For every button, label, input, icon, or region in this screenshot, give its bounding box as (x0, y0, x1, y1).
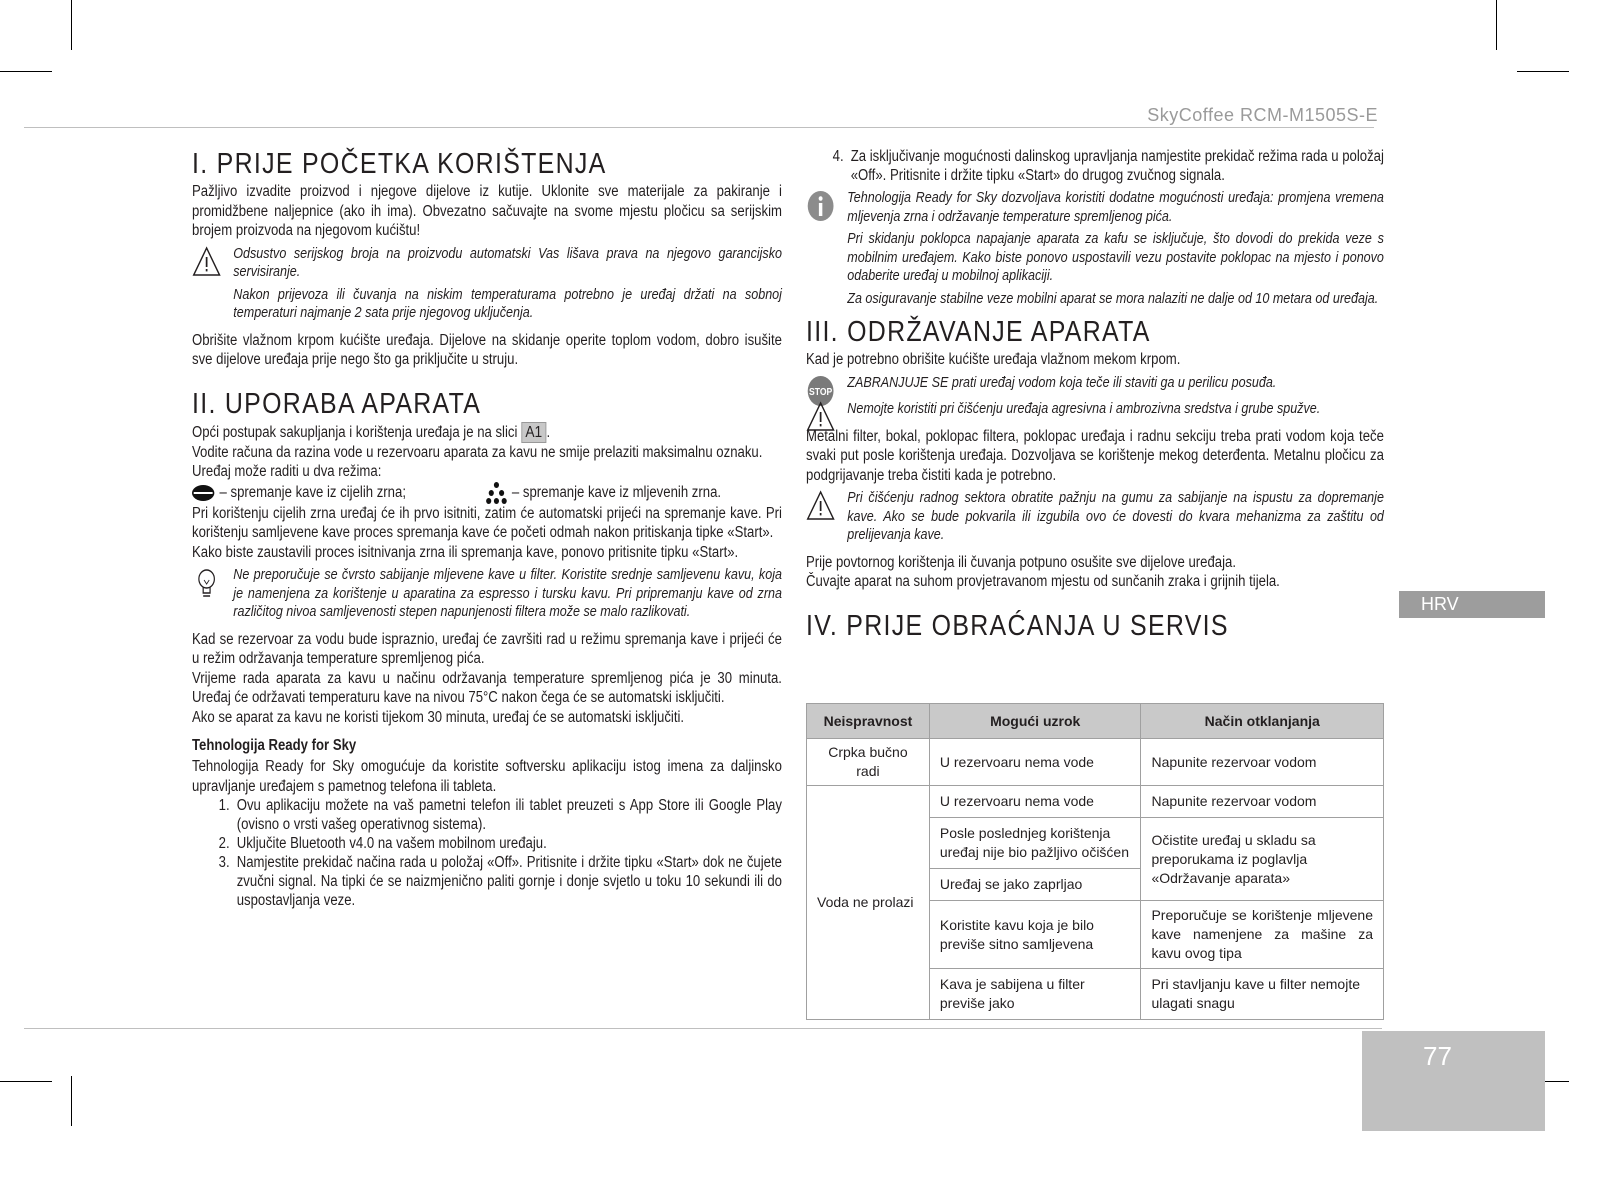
paragraph: Pažljivo izvadite proizvod i njegove dijelove iz kutije. Uklonite sve materijale za pakiranje i promidžbene naljepnice (ako ih ima). Obvezatno sačuvajte na svome mjestu pločicu sa serijskim brojem proizvoda na njegovom kućištu! (192, 183, 782, 239)
crop-mark (1496, 0, 1497, 50)
info-icon (806, 189, 835, 223)
ground-coffee-icon (486, 482, 507, 504)
figure-badge: A1 (521, 422, 546, 443)
paragraph: Uređaj može raditi u dva režima: (192, 463, 382, 480)
section-title: IV. PRIJE OBRAĆANJA U SERVIS (806, 609, 1229, 642)
list-item: 1. Ovu aplikaciju možete na vaš pametni telefon ili tablet preuzeti s App Store ili Google Play (ovisno o vrsti vašeg operativnog sistema). (233, 796, 782, 834)
stop-text: ZABRANJUJE SE prati uređaj vodom koja teče ili staviti ga u perilicu posuđa. (847, 374, 1277, 391)
table-cell: Posle poslednjeg korištenja uređaj nije bio pažljivo očišćen (929, 818, 1141, 869)
paragraph: Kad je potrebno obrišite kućište uređaja vlažnom mekom krpom. (806, 351, 1181, 368)
paragraph: Vodite računa da razina vode u rezervoaru aparata za kavu ne smije prelaziti maksimalnu oznaku. (192, 443, 763, 461)
table-cell: U rezervoaru nema vode (929, 739, 1141, 786)
warning-note (806, 400, 1384, 419)
mode-beans: – spremanje kave iz cijelih zrna; (219, 483, 406, 501)
table-row (807, 786, 1384, 818)
paragraph: Obrišite vlažnom krpom kućište uređaja. Dijelove na skidanje operite toplom vodom, dobro isušite sve dijelove uređaja prije nego što ga priključite u struju. (192, 331, 782, 368)
steps-list-continued (806, 147, 1384, 185)
table-cell: Voda ne prolazi (807, 786, 930, 1020)
paragraph-text: Opći postupak sakupljanja i korištenja uređaja je na slici (192, 423, 518, 441)
warning-text: Pri čišćenju radnog sektora obratite pažnju na gumu za sabijanje na ispustu za dopremanje kave. Ako se bude pokvarila ili izgubila ovo će dovesti do kvara mehanizma za zaštitu od prelijevanja kave. (847, 490, 1384, 543)
troubleshooting-table (806, 703, 1384, 1020)
right-column (806, 147, 1398, 644)
table-cell: Koristite kavu koja je bilo previše sitno samljevena (929, 901, 1141, 969)
crop-mark (0, 1081, 52, 1082)
table-cell: U rezervoaru nema vode (929, 786, 1141, 818)
warning-text: Nakon prijevoza ili čuvanja na niskim temperaturama potrebno je uređaj držati na sobnoj temperaturi najmanje 2 sata prije njegovog uključenja. (233, 286, 782, 321)
info-text: Za osiguravanje stabilne veze mobilni aparat se mora nalaziti ne dalje od 10 metara od uređaja. (847, 290, 1379, 307)
paragraph (192, 422, 782, 443)
table-cell: Uređaj se jako zaprljao (929, 869, 1141, 901)
stop-note (806, 374, 1384, 397)
warning-icon (192, 245, 221, 279)
steps-list (192, 796, 782, 910)
page-number: 77 (1423, 1041, 1452, 1071)
left-column (192, 148, 782, 910)
table-header-row (807, 704, 1384, 739)
footer-rule (24, 1028, 1382, 1029)
list-item: 3. Namjestite prekidač načina rada u položaj «Off». Pritisnite i držite tipku «Start» dok ne čujete zvučni signal. Na tipki će se naizmjenično paliti gornje i donje svjetlo u toku 10 sekundi ili do uspostavljanja veze. (233, 853, 782, 910)
subsection-title: Tehnologija Ready for Sky (192, 737, 357, 754)
table-header: Mogući uzrok (929, 704, 1141, 739)
section-title: III. ODRŽAVANJE APARATA (806, 316, 1151, 348)
table-cell: Napunite rezervoar vodom (1141, 786, 1384, 818)
paragraph: Čuvajte aparat na suhom provjetravanom mjestu od sunčanih zraka i grijnih tijela. (806, 573, 1280, 590)
paragraph: Vrijeme rada aparata za kavu u načinu održavanja temperature spremljenog pića je 30 minuta. Uređaj će održavati temperaturu kave na nivou 75°C nakon čega će se automatski isključiti. (192, 669, 782, 706)
table-cell: Crpka bučno radi (807, 739, 930, 786)
info-text: Tehnologija Ready for Sky dozvoljava koristiti dodatne mogućnosti uređaja: promjena vremena mljevenja zrna i održavanje temperature spremljenog pića. (847, 190, 1384, 225)
warning-icon (806, 400, 835, 434)
paragraph-end: . (546, 423, 551, 441)
header-rule (24, 127, 1374, 128)
table-row (807, 739, 1384, 786)
mode-ground: – spremanje kave iz mljevenih zrna. (511, 483, 722, 501)
warning-text: Odsustvo serijskog broja na proizvodu automatski Vas lišava prava na njegovo garancijsko servisiranje. (233, 245, 782, 280)
paragraph: Prije povtornog korištenja ili čuvanja potpuno osušite sve dijelove uređaja. (806, 553, 1236, 571)
crop-mark (71, 0, 72, 50)
paragraph: Kad se rezervoar za vodu bude ispraznio, uređaj će završiti rad u režimu spremanja kave i prijeći će u režim održavanja temperature spremljenog pića. (192, 630, 782, 667)
crop-mark (71, 1076, 72, 1126)
warning-text: Nemojte koristiti pri čišćenju uređaja agresivna i ambrozivna sredstva i grube spužve. (847, 401, 1321, 417)
table-cell: Napunite rezervoar vodom (1141, 739, 1384, 786)
warning-note (806, 489, 1384, 545)
tip-text: Ne preporučuje se čvrsto sabijanje mljevene kave u filter. Koristite srednje samljevenu kavu, koja je namenjena za korištenje u aparatina za espresso i tursku kavu. Pri pripremanju kave od zrna različitog nivoa samljevenosti stepen napunjenosti filtera može se malo razlikovati. (233, 567, 782, 620)
paragraph: Metalni filter, bokal, poklopac filtera, poklopac uređaja i radnu sekciju treba prati vodom koja teče svaki put posle korištenja uređaja. Dozvoljava se korištenje mekog deterđenta. Metalnu pločicu za podgrijavanje treba čistiti kada je potrebno. (806, 427, 1384, 484)
list-item: 4. Za isključivanje mogućnosti dalinskog upravljanja namjestite prekidač režima rada u položaj «Off». Pritisnite i držite tipku «Start» do drugog zvučnog signala. (847, 147, 1384, 185)
list-item: 2. Uključite Bluetooth v4.0 na vašem mobilnom uređaju. (233, 834, 782, 853)
table-cell: Pri stavljanju kave u filter nemojte ulagati snagu (1141, 969, 1384, 1020)
header-model: SkyCoffee RCM-M1505S-E (1147, 105, 1378, 125)
lightbulb-icon (192, 566, 221, 600)
info-text: Pri skidanju poklopca napajanje aparata za kafu se isključuje, što dovodi do prekida veze s mobilnim uređajem. Kako biste ponovo uspostavili vezu postavite poklopac na mjesto i ponovo odaberite uređaj u mobilnoj aplikaciji. (847, 231, 1384, 284)
stop-label: STOP (809, 385, 833, 397)
warning-icon (806, 489, 835, 523)
paragraph: Kako biste zaustavili proces isitnivanja zrna ili spremanja kave, ponovo pritisnite tipku «Start». (192, 543, 739, 561)
warning-note (192, 245, 782, 323)
info-note (806, 189, 1384, 308)
crop-mark (1517, 71, 1569, 72)
mode-list (192, 482, 782, 504)
table-cell: Kava je sabijena u filter previše jako (929, 969, 1141, 1020)
language-tab: HRV (1399, 591, 1545, 618)
table-header: Način otklanjanja (1141, 704, 1384, 739)
section-title: II. UPORABA APARATA (192, 387, 482, 420)
table-header: Neispravnost (807, 704, 930, 739)
paragraph: Tehnologija Ready for Sky omogućuje da koristite softversku aplikaciju istog imena za daljinsko upravljanje uređajem s pametnog telefona ili tableta. (192, 758, 782, 795)
coffee-bean-icon (192, 485, 214, 501)
paragraph: Pri korištenju cijelih zrna uređaj će ih prvo isitniti, zatim će automatski prijeći na spremanje kave. Pri korištenju samljevene kave proces spremanja kave će početi odmah nakon pritiskanja tipke «Start». (192, 504, 782, 541)
crop-mark (0, 71, 52, 72)
table-cell: Preporučuje se korištenje mljevene kave namenjene za mašine za kavu ovog tipa (1141, 901, 1384, 969)
table-cell: Očistite uređaj u skladu sa preporukama iz poglavlja «Održavanje aparata» (1141, 818, 1384, 901)
paragraph: Ako se aparat za kavu ne koristi tijekom 30 minuta, uređaj će se automatski isključiti. (192, 708, 685, 726)
section-title: I. PRIJE POČETKA KORIŠTENJA (192, 148, 607, 180)
page-number-box (1362, 1031, 1545, 1131)
tip-note (192, 566, 782, 622)
